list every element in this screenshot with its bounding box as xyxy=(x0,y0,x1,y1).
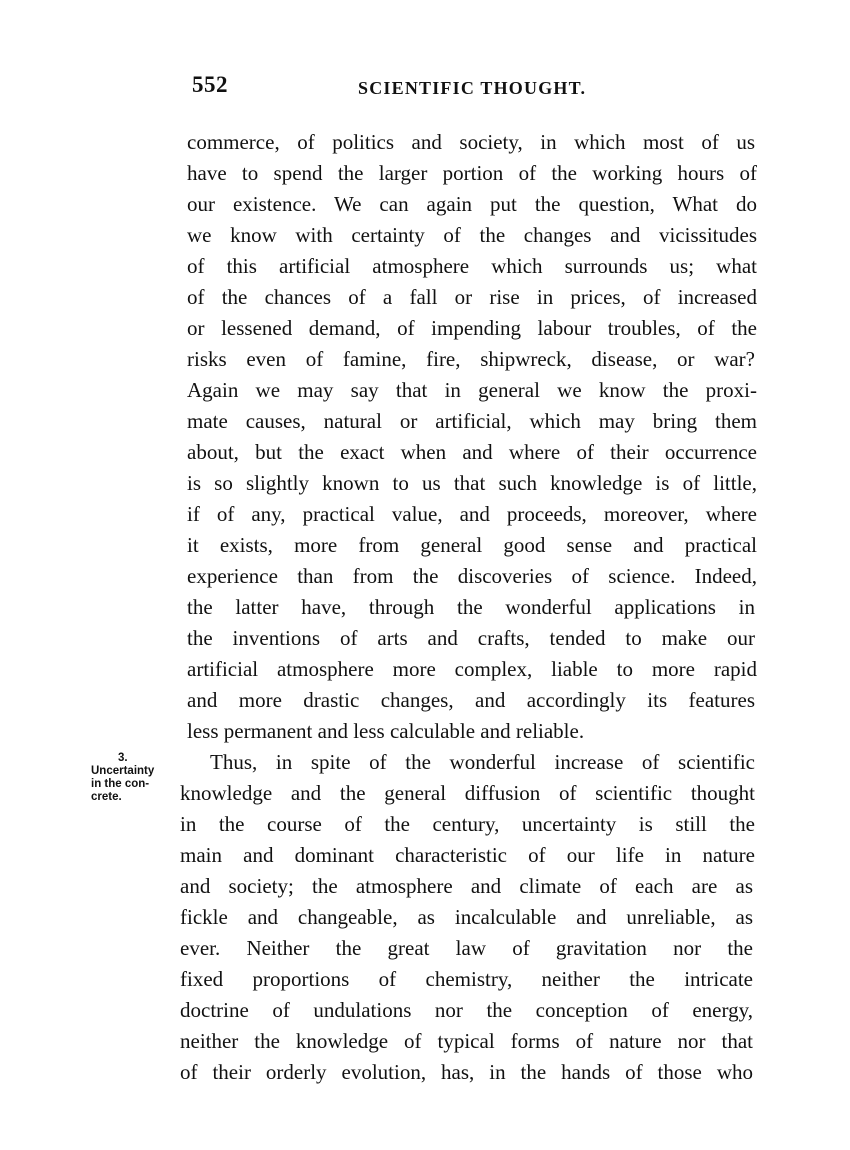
text-line: artificial atmosphere more complex, liable to more rapid xyxy=(187,657,757,681)
text-line: less permanent and less calculable and reliable. xyxy=(187,719,585,743)
text-line: about, but the exact when and where of their occurrence xyxy=(187,440,757,464)
text-line: is so slightly known to us that such knowledge is of little, xyxy=(187,471,757,495)
text-line: ever. Neither the great law of gravitation nor the xyxy=(180,936,753,960)
text-line: of their orderly evolution, has, in the hands of those who xyxy=(180,1060,753,1084)
text-line: and society; the atmosphere and climate of each are as xyxy=(180,874,753,898)
text-line: mate causes, natural or artificial, which may bring them xyxy=(187,409,757,433)
page-number: 552 xyxy=(192,72,228,97)
text-line: main and dominant characteristic of our life in nature xyxy=(180,843,755,867)
text-line: Again we may say that in general we know the proxi- xyxy=(187,378,757,402)
text-line: doctrine of undulations nor the conception of energy, xyxy=(180,998,753,1022)
marginal-note-line: crete. xyxy=(91,791,122,803)
text-line: the latter have, through the wonderful applications in xyxy=(187,595,755,619)
text-line: the inventions of arts and crafts, tended to make our xyxy=(187,626,755,650)
marginal-note-number: 3. xyxy=(118,752,128,764)
text-line: of the chances of a fall or rise in prices, of increased xyxy=(187,285,757,309)
text-line: knowledge and the general diffusion of scientific thought xyxy=(180,781,755,805)
text-line: experience than from the discoveries of science. Indeed, xyxy=(187,564,757,588)
marginal-note-line: Uncertainty xyxy=(91,765,155,777)
text-line: of this artificial atmosphere which surrounds us; what xyxy=(187,254,757,278)
text-line: it exists, more from general good sense and practical xyxy=(187,533,757,557)
text-line: have to spend the larger portion of the working hours of xyxy=(187,161,757,185)
text-line: if of any, practical value, and proceeds, moreover, where xyxy=(187,502,757,526)
marginal-note-line: in the con- xyxy=(91,778,150,790)
text-line: fickle and changeable, as incalculable and unreliable, as xyxy=(180,905,753,929)
text-line: we know with certainty of the changes and vicissitudes xyxy=(187,223,757,247)
text-line: our existence. We can again put the question, What do xyxy=(187,192,757,216)
text-line: risks even of famine, fire, shipwreck, disease, or war? xyxy=(187,347,755,371)
text-line: or lessened demand, of impending labour troubles, of the xyxy=(187,316,757,340)
text-line: Thus, in spite of the wonderful increase of scientific xyxy=(210,750,755,774)
text-line: fixed proportions of chemistry, neither the intricate xyxy=(180,967,753,991)
text-line: in the course of the century, uncertainty is still the xyxy=(180,812,755,836)
text-line: and more drastic changes, and accordingly its features xyxy=(187,688,755,712)
text-line: commerce, of politics and society, in which most of us xyxy=(187,130,755,154)
text-line: neither the knowledge of typical forms of nature nor that xyxy=(180,1029,753,1053)
running-title: SCIENTIFIC THOUGHT. xyxy=(358,78,587,98)
